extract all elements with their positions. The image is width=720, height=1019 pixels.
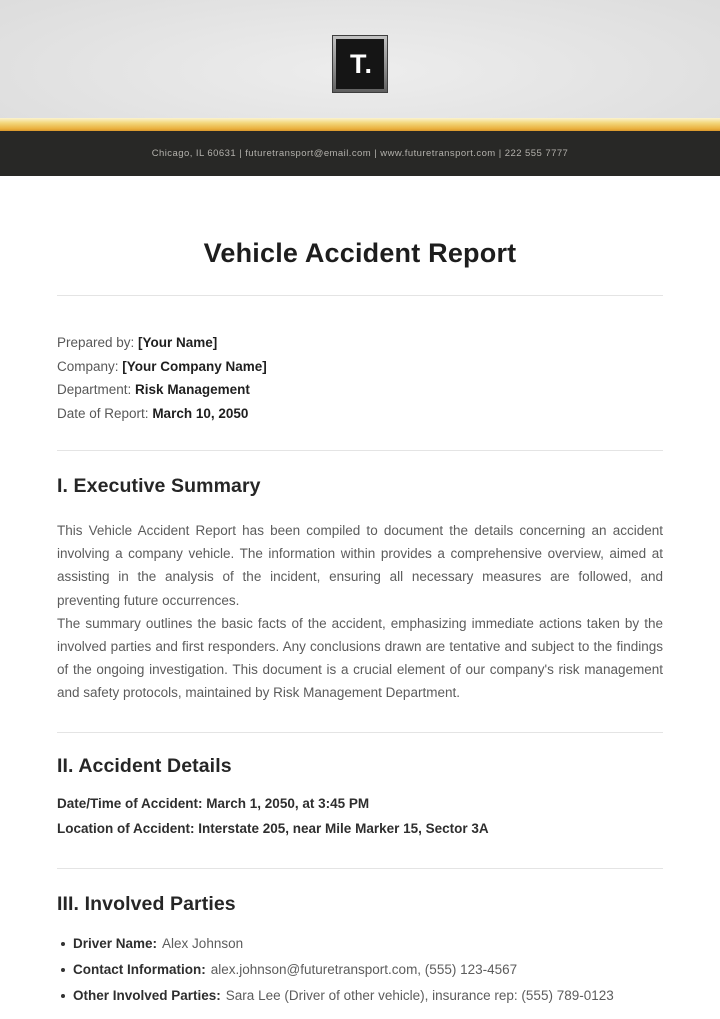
meta-value: March 10, 2050 (152, 405, 249, 421)
bullet-label: Contact Information: (73, 961, 206, 977)
meta-label: Prepared by: (57, 335, 139, 350)
report-meta-block (57, 331, 663, 425)
company-logo (332, 35, 388, 93)
bullet-value: Alex Johnson (162, 935, 244, 951)
logo-inner (336, 39, 384, 89)
section-heading-accident-details: II. Accident Details (57, 754, 232, 777)
paragraph: The summary outlines the basic facts of the accident, emphasizing immediate actions taken by the involved parties and first responders. Any conclusions drawn are tentative and subject to the findings of the ongoing investigation. This document is a crucial element of our company's risk management and safety protocols, maintained by Risk Management Department. (57, 615, 663, 701)
meta-line-prepared-by (57, 331, 663, 355)
bullet-item-driver-name (57, 931, 663, 957)
bullet-dot-icon (61, 942, 65, 946)
accent-stripe (0, 118, 720, 131)
accident-detail-lines (57, 791, 663, 841)
meta-label: Date of Report: (57, 405, 153, 421)
meta-value: [Your Company Name] (122, 358, 267, 374)
bullet-value: Sara Lee (Driver of other vehicle), insurance rep: (555) 789-0123 (225, 987, 614, 1003)
logo-text: T. (349, 48, 373, 79)
divider (57, 450, 663, 451)
bullet-value: alex.johnson@futuretransport.com, (555) 123-4567 (210, 961, 518, 977)
meta-value: Risk Management (135, 382, 250, 397)
meta-line-date (57, 402, 663, 426)
section-involved-parties (57, 891, 663, 1009)
divider (57, 732, 663, 733)
section-accident-details (57, 753, 663, 841)
detail-line-location: Location of Accident: Interstate 205, near Mile Marker 15, Sector 3A (57, 820, 489, 836)
bullet-item-contact-info (57, 957, 663, 983)
document-body (0, 176, 720, 1009)
bullet-dot-icon (61, 994, 65, 998)
bullet-item-other-parties (57, 983, 663, 1009)
detail-line-datetime: Date/Time of Accident: March 1, 2050, at 3:45 PM (57, 795, 370, 811)
document-title: Vehicle Accident Report (203, 238, 517, 268)
section-heading-executive-summary: I. Executive Summary (57, 475, 261, 497)
bullet-dot-icon (61, 968, 65, 972)
meta-value: [Your Name] (138, 335, 218, 350)
meta-line-company (57, 355, 663, 379)
meta-line-department (57, 378, 663, 402)
contact-bar (0, 131, 720, 176)
divider (57, 868, 663, 869)
divider (57, 295, 663, 296)
meta-label: Company: (57, 358, 123, 374)
contact-info-text: Chicago, IL 60631 | futuretransport@email.com | www.futuretransport.com | 222 555 7777 (151, 148, 569, 159)
section-heading-involved-parties: III. Involved Parties (57, 892, 236, 915)
bullet-label: Driver Name: (73, 935, 158, 951)
bullet-label: Other Involved Parties: (73, 987, 221, 1003)
page-header (0, 0, 720, 118)
section-executive-summary (57, 473, 663, 705)
bullet-list (57, 931, 663, 1009)
paragraph: This Vehicle Accident Report has been compiled to document the details concerning an accident involving a company vehicle. The information within provides a comprehensive overview, aimed at assisting in the analysis of the incident, ensuring all necessary measures are followed, and preventing future occurrences. (57, 523, 663, 608)
meta-label: Department: (57, 382, 136, 397)
